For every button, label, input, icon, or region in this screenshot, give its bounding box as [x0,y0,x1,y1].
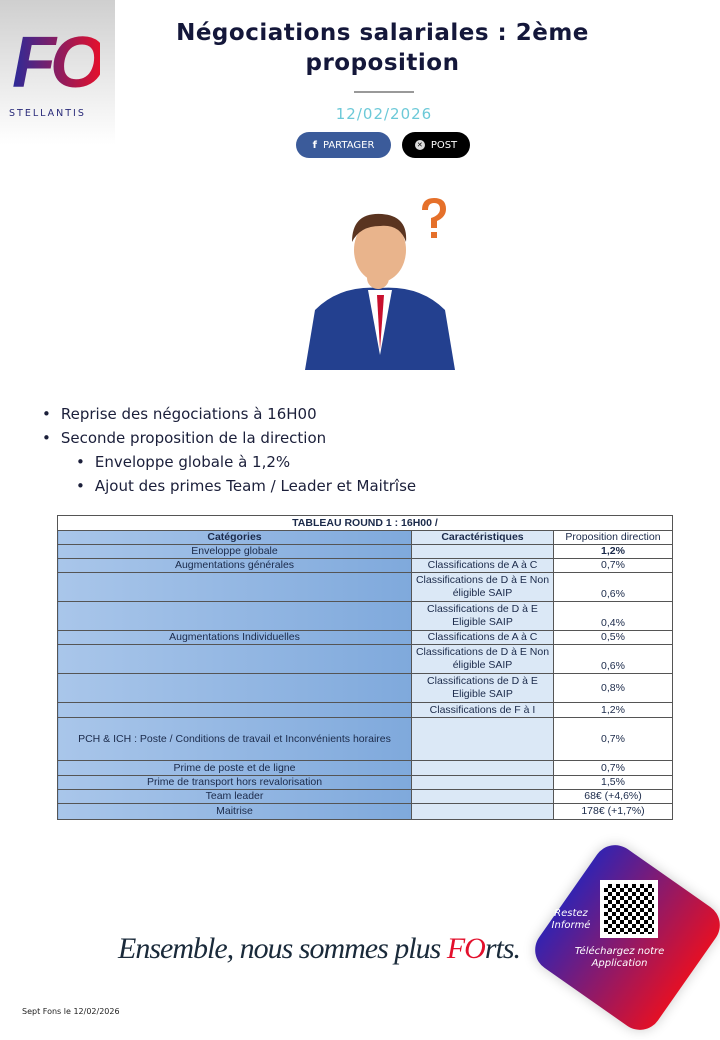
table-row [58,674,673,703]
row-proposal: 0,7% [554,718,673,761]
facebook-share-label: PARTAGER [322,139,375,151]
title-divider [354,91,414,93]
header-proposal: Proposition direction [554,531,673,545]
app-download-text: Téléchargez notre Application [574,946,665,969]
row-characteristic: Classifications de A à C [412,559,554,573]
slogan [118,932,520,966]
row-category: Prime de poste et de ligne [58,761,412,776]
row-category: PCH & ICH : Poste / Conditions de travail et Inconvénients horaires [58,718,412,761]
table-row [58,559,673,573]
table-row [58,790,673,804]
fo-stellantis-logo [0,0,115,145]
row-proposal: 0,8% [554,674,673,703]
slogan-end: rts. [484,932,520,965]
table-row [58,703,673,718]
table-row [58,804,673,820]
row-characteristic: Classifications de F à I [412,703,554,718]
row-characteristic: Classifications de D à E Eligible SAIP [412,674,554,703]
row-category: Augmentations générales [58,559,412,573]
table-row [58,718,673,761]
x-post-button[interactable] [402,132,470,158]
row-proposal: 1,5% [554,776,673,790]
logo-subtitle: STELLANTIS [9,108,86,119]
row-category: Enveloppe globale [58,545,412,559]
row-proposal: 0,6% [554,645,673,674]
page-title: Négociations salariales : 2ème proposition [176,20,589,76]
app-stay-informed: Restez Informé [551,908,591,931]
bullet-item: • Reprise des négociations à 16H00 [42,402,416,426]
table-row [58,776,673,790]
thinking-man-illustration [300,180,460,370]
row-characteristic [412,790,554,804]
header-characteristics: Caractéristiques [412,531,554,545]
table-row [58,602,673,631]
x-post-label: POST [430,139,458,151]
row-proposal: 68€ (+4,6%) [554,790,673,804]
row-proposal: 178€ (+1,7%) [554,804,673,820]
row-category: Prime de transport hors revalorisation [58,776,412,790]
summary-list [42,402,416,498]
row-category: Team leader [58,790,412,804]
table-caption: TABLEAU ROUND 1 : 16H00 / [58,516,673,531]
row-characteristic [412,776,554,790]
slogan-fo: FO [446,932,485,965]
footer-location-date: Sept Fons le 12/02/2026 [22,1007,120,1016]
facebook-icon: f [312,139,317,151]
salary-proposal-table [57,515,673,820]
sub-bullet-item: • Ajout des primes Team / Leader et Maitrîse [76,474,416,498]
row-characteristic: Classifications de D à E Eligible SAIP [412,602,554,631]
slogan-text: Ensemble, nous sommes plus [118,932,447,965]
row-characteristic [412,761,554,776]
row-characteristic: Classifications de D à E Non éligible SAIP [412,573,554,602]
row-characteristic: Classifications de D à E Non éligible SAIP [412,645,554,674]
row-characteristic: Classifications de A à C [412,631,554,645]
table-row [58,545,673,559]
row-proposal: 0,6% [554,573,673,602]
publish-date: 12/02/2026 [335,105,433,123]
row-characteristic [412,718,554,761]
row-category [58,645,412,674]
row-category: Augmentations Individuelles [58,631,412,645]
table-row [58,761,673,776]
row-category: Maitrise [58,804,412,820]
row-proposal: 0,4% [554,602,673,631]
logo-mark: FO [12,23,100,103]
row-category [58,573,412,602]
row-category [58,674,412,703]
row-characteristic [412,545,554,559]
facebook-share-button[interactable] [296,132,391,158]
table-row [58,645,673,674]
qr-code[interactable] [600,880,658,938]
row-proposal: 0,7% [554,559,673,573]
row-proposal: 0,5% [554,631,673,645]
header-categories: Catégories [58,531,412,545]
row-category [58,703,412,718]
row-proposal: 0,7% [554,761,673,776]
table-row [58,631,673,645]
table-row [58,573,673,602]
row-proposal: 1,2% [554,703,673,718]
bullet-item: • Seconde proposition de la direction [42,426,416,450]
row-characteristic [412,804,554,820]
sub-bullet-item: • Enveloppe globale à 1,2% [76,450,416,474]
x-icon: ✕ [415,140,425,150]
row-category [58,602,412,631]
row-proposal: 1,2% [554,545,673,559]
